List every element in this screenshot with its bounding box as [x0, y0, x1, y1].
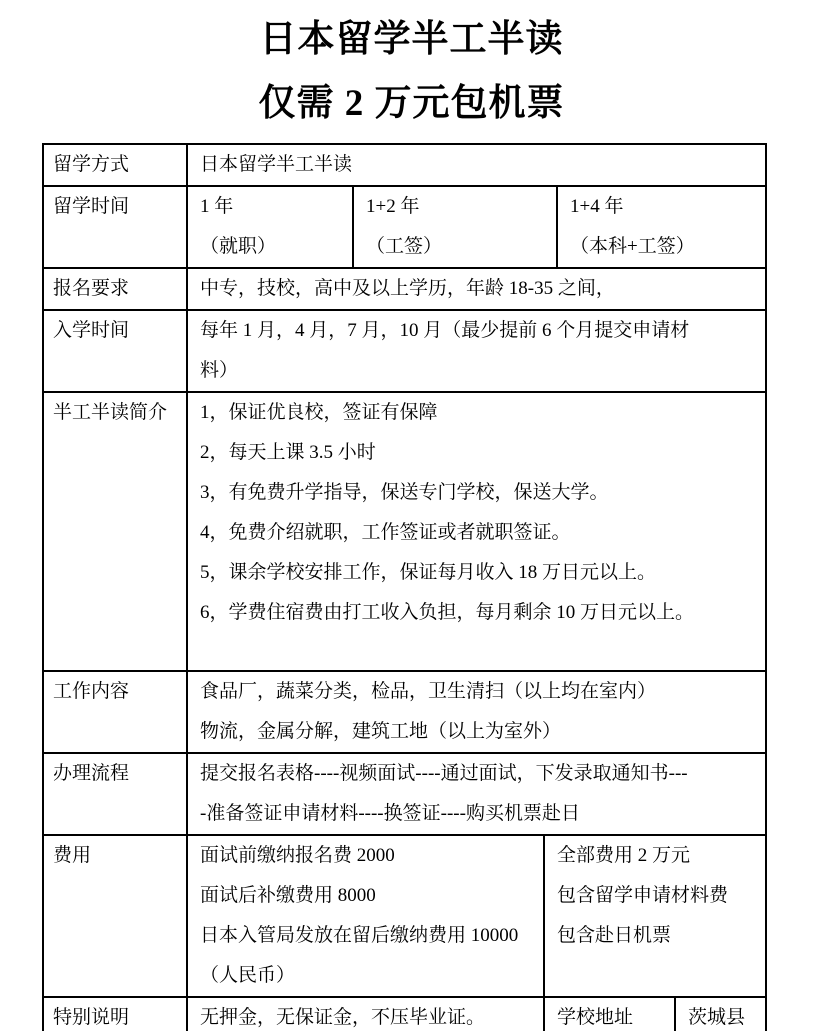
table-row-process	[43, 753, 766, 835]
row-label-fees: 费用	[43, 835, 187, 997]
table-row-special	[43, 997, 766, 1031]
intro-item: 4，免费介绍就职，工作签证或者就职签证。	[200, 522, 571, 543]
intro-item: 2，每天上课 3.5 小时	[200, 442, 376, 463]
fees-detail-line: 面试后补缴费用 8000	[200, 885, 376, 906]
requirements-text: 中专，技校，高中及以上学历，年龄 18-35 之间，	[200, 278, 615, 299]
fees-detail-line: （人民币）	[200, 965, 296, 986]
row-label-intro: 半工半读简介	[43, 392, 187, 671]
row-label-requirements: 报名要求	[43, 268, 187, 310]
table-row-intro	[43, 392, 766, 671]
intro-list	[187, 392, 766, 671]
duration-option-3	[557, 186, 766, 268]
fees-detail-line: 日本入管局发放在留后缴纳费用 10000	[200, 925, 519, 946]
enrollment-line: 料）	[200, 360, 239, 381]
duration-option-1	[187, 186, 353, 268]
special-value	[187, 997, 544, 1031]
duration-years: 1 年	[200, 196, 234, 217]
row-label-special: 特别说明	[43, 997, 187, 1031]
enrollment-line: 每年 1 月，4 月，7 月，10 月（最少提前 6 个月提交申请材	[200, 320, 690, 341]
duration-years: 1+2 年	[366, 196, 420, 217]
process-line: 提交报名表格----视频面试----通过面试，下发录取通知书---	[200, 763, 688, 784]
fees-summary-line: 包含留学申请材料费	[557, 885, 729, 906]
row-label-process: 办理流程	[43, 753, 187, 835]
duration-note: （就职）	[200, 236, 277, 257]
document-title-line2: 仅需 2 万元包机票	[258, 83, 565, 124]
school-address-label	[544, 997, 675, 1031]
intro-item: 3，有免费升学指导，保送专门学校，保送大学。	[200, 482, 609, 503]
work-content-line: 食品厂，蔬菜分类，检品，卫生清扫（以上均在室内）	[200, 681, 657, 702]
document-title-line1: 日本留学半工半读	[259, 19, 564, 60]
duration-option-2	[353, 186, 557, 268]
requirements-value	[187, 268, 766, 310]
school-address-value-text: 茨城县	[688, 1007, 746, 1028]
row-label-work-content: 工作内容	[43, 671, 187, 753]
table-row-work-content	[43, 671, 766, 753]
row-label-study-method: 留学方式	[43, 144, 187, 186]
enrollment-value	[187, 310, 766, 392]
intro-item: 1，保证优良校，签证有保障	[200, 402, 438, 423]
school-address-value	[675, 997, 766, 1031]
work-content-value	[187, 671, 766, 753]
table-row-requirements	[43, 268, 766, 310]
table-row-duration	[43, 186, 766, 268]
table-row-enrollment	[43, 310, 766, 392]
duration-note: （工签）	[366, 236, 443, 257]
fees-summary-line: 全部费用 2 万元	[557, 845, 691, 866]
fees-detail-line: 面试前缴纳报名费 2000	[200, 845, 395, 866]
duration-note: （本科+工签）	[570, 236, 695, 257]
duration-years: 1+4 年	[570, 196, 624, 217]
process-value	[187, 753, 766, 835]
fees-summary	[544, 835, 766, 997]
row-label-duration: 留学时间	[43, 186, 187, 268]
table-row-study-method	[43, 144, 766, 186]
school-address-label-text: 学校地址	[557, 1007, 634, 1028]
special-text: 无押金，无保证金，不压毕业证。	[200, 1007, 486, 1028]
work-content-line: 物流，金属分解，建筑工地（以上为室外）	[200, 721, 562, 742]
study-method-value: 日本留学半工半读	[187, 144, 766, 186]
process-line: -准备签证申请材料----换签证----购买机票赴日	[200, 803, 580, 824]
intro-item: 5，课余学校安排工作，保证每月收入 18 万日元以上。	[200, 562, 657, 583]
table-row-fees	[43, 835, 766, 997]
row-label-enrollment: 入学时间	[43, 310, 187, 392]
intro-item: 6，学费住宿费由打工收入负担，每月剩余 10 万日元以上。	[200, 602, 695, 623]
fees-details	[187, 835, 544, 997]
fees-summary-line: 包含赴日机票	[557, 925, 672, 946]
info-table	[42, 143, 767, 1031]
